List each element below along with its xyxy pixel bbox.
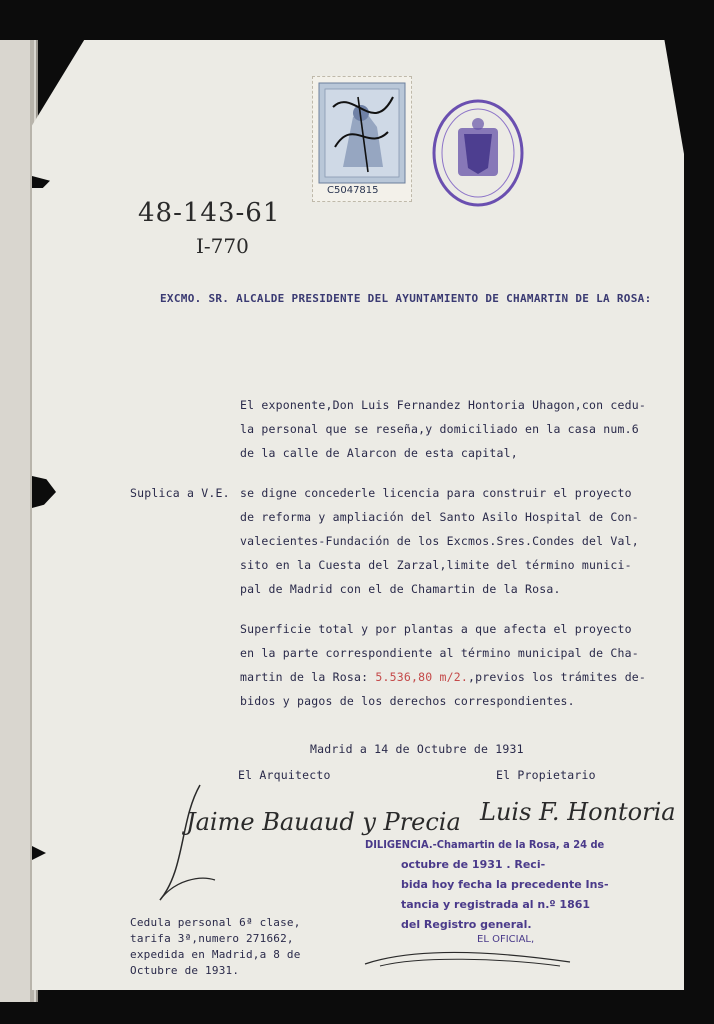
diligencia-line: octubre de 1931 . Reci- bbox=[401, 858, 546, 871]
body-line: pal de Madrid con el de Chamartin de la Rosa. bbox=[240, 582, 561, 596]
body-line-with-area bbox=[240, 670, 646, 684]
owner-signature: Luis F. Hontoria bbox=[480, 798, 676, 826]
diligencia-line: DILIGENCIA.-Chamartin de la Rosa, a 24 de bbox=[365, 838, 605, 851]
date-line: Madrid a 14 de Octubre de 1931 bbox=[310, 742, 524, 756]
body-line: sito en la Cuesta del Zarzal,limite del término munici- bbox=[240, 558, 632, 572]
suplica-label: Suplica a V.E. bbox=[130, 486, 230, 500]
body-line: se digne concederle licencia para construir el proyecto bbox=[240, 486, 632, 500]
cedula-line: Octubre de 1931. bbox=[130, 964, 240, 977]
architect-signature: Jaime Bauaud y Precia bbox=[186, 808, 461, 836]
body-line: Superficie total y por plantas a que afecta el proyecto bbox=[240, 622, 632, 636]
body-line: en la parte correspondiente al término municipal de Cha- bbox=[240, 646, 639, 660]
owner-label: El Propietario bbox=[496, 768, 596, 782]
official-seal bbox=[430, 98, 526, 208]
body-line: valecientes-Fundación de los Excmos.Sres.Condes del Val, bbox=[240, 534, 639, 548]
handwritten-file-number: 48-143-61 bbox=[138, 198, 281, 228]
addressee-heading: EXCMO. SR. ALCALDE PRESIDENTE DEL AYUNTAMIENTO DE CHAMARTIN DE LA ROSA: bbox=[160, 292, 652, 305]
official-signature-flourish bbox=[360, 944, 580, 974]
diligencia-line: EL OFICIAL, bbox=[477, 934, 535, 945]
revenue-stamp bbox=[312, 76, 412, 202]
body-line: de la calle de Alarcon de esta capital, bbox=[240, 446, 518, 460]
cedula-line: tarifa 3ª,numero 271662, bbox=[130, 932, 294, 945]
body-line: bidos y pagos de los derechos correspondientes. bbox=[240, 694, 575, 708]
body-line: de reforma y ampliación del Santo Asilo Hospital de Con- bbox=[240, 510, 639, 524]
architect-signature-flourish bbox=[140, 780, 220, 910]
architect-label: El Arquitecto bbox=[238, 768, 331, 782]
seal-art bbox=[430, 98, 526, 208]
body-line: martin de la Rosa: bbox=[240, 670, 369, 684]
body-line: ,previos los trámites de- bbox=[467, 670, 647, 684]
diligencia-stamp bbox=[365, 836, 613, 948]
diligencia-line: bida hoy fecha la precedente Ins- bbox=[401, 878, 609, 891]
handwritten-reference: I-770 bbox=[196, 234, 249, 258]
revenue-stamp-art bbox=[313, 77, 411, 201]
body-line: la personal que se reseña,y domiciliado en la casa num.6 bbox=[240, 422, 639, 436]
cedula-line: expedida en Madrid,a 8 de bbox=[130, 948, 301, 961]
diligencia-line: del Registro general. bbox=[401, 918, 532, 931]
body-line: El exponente,Don Luis Fernandez Hontoria Uhagon,con cedu- bbox=[240, 398, 647, 412]
area-value: 5.536,80 m/2. bbox=[375, 670, 468, 684]
stamp-serial: C5047815 bbox=[327, 185, 379, 196]
diligencia-line: tancia y registrada al n.º 1861 bbox=[401, 898, 591, 911]
cedula-line: Cedula personal 6ª clase, bbox=[130, 916, 301, 929]
